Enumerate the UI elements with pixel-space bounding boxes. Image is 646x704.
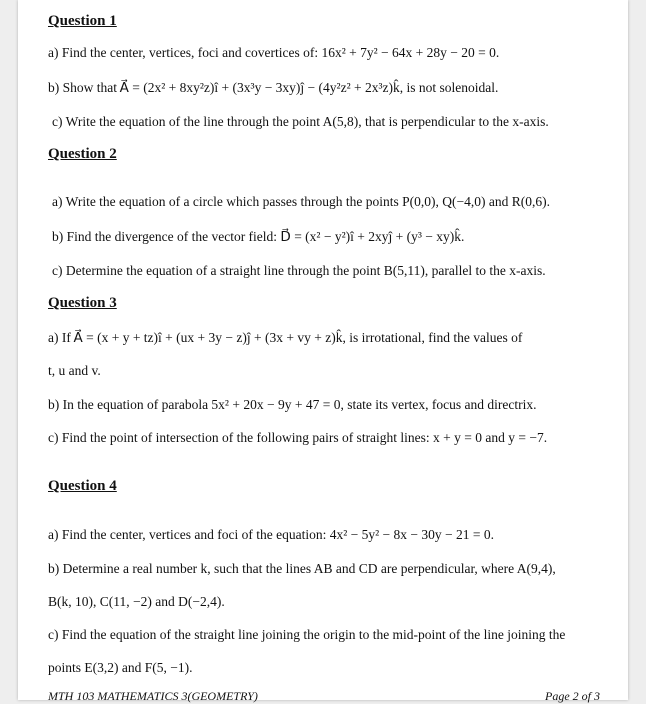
question-3a-continued: t, u and v.	[48, 363, 101, 378]
footer-page-number: Page 2 of 3	[545, 689, 600, 703]
question-4a: a) Find the center, vertices and foci of the equation: 4x² − 5y² − 8x − 30y − 21 = 0.	[48, 527, 495, 542]
document-page	[18, 0, 628, 703]
question-4b: b) Determine a real number k, such that the lines AB and CD are perpendicular, where A(9,4),	[48, 561, 556, 576]
question-1a: a) Find the center, vertices, foci and covertices of: 16x² + 7y² − 64x + 28y − 20 = 0.	[48, 45, 500, 60]
question-2-heading: Question 2	[48, 146, 117, 162]
question-2b: b) Find the divergence of the vector field: D⃗ = (x² − y²)î + 2xyĵ + (y³ − xy)k̂.	[52, 229, 465, 244]
question-3a: a) If A⃗ = (x + y + tz)î + (ux + 3y − z)ĵ + (3x + vy + z)k̂, is irrotational, find the values of	[48, 330, 523, 345]
question-1c: c) Write the equation of the line through the point A(5,8), that is perpendicular to the x-axis.	[52, 114, 549, 129]
question-2c: c) Determine the equation of a straight line through the point B(5,11), parallel to the x-axis.	[52, 263, 546, 278]
question-3b: b) In the equation of parabola 5x² + 20x − 9y + 47 = 0, state its vertex, focus and directrix.	[48, 397, 537, 412]
question-4-heading: Question 4	[48, 478, 117, 494]
question-1b: b) Show that A⃗ = (2x² + 8xy²z)î + (3x³y − 3xy)ĵ − (4y²z² + 2x³z)k̂, is not solenoidal.	[48, 80, 499, 95]
question-3c: c) Find the point of intersection of the following pairs of straight lines: x + y = 0 and y = −7.	[48, 430, 548, 445]
footer-course: MTH 103 MATHEMATICS 3(GEOMETRY)	[48, 689, 258, 703]
question-3-heading: Question 3	[48, 295, 117, 311]
question-2a: a) Write the equation of a circle which passes through the points P(0,0), Q(−4,0) and R(0,6).	[52, 194, 550, 209]
question-1-heading: Question 1	[48, 13, 117, 29]
question-4b-continued: B(k, 10), C(11, −2) and D(−2,4).	[48, 594, 225, 609]
question-4c: c) Find the equation of the straight line joining the origin to the mid-point of the line joining the	[48, 627, 566, 642]
question-4c-continued: points E(3,2) and F(5, −1).	[48, 660, 193, 675]
